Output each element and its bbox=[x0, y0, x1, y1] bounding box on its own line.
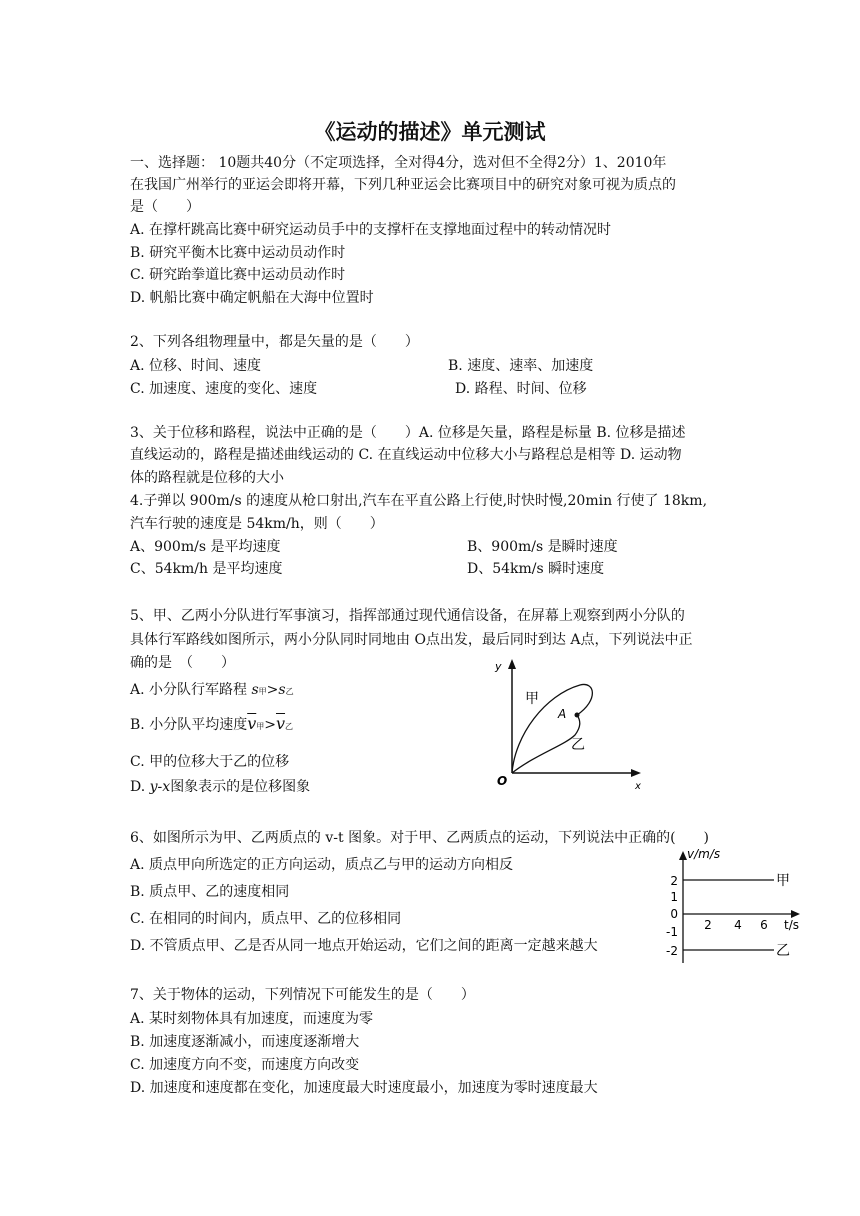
intro-line-3: 是（ ） bbox=[130, 199, 200, 215]
q5-d-text: D. bbox=[130, 779, 150, 795]
q4-option-a: A、900m/s 是平均速度 bbox=[130, 539, 281, 555]
q5-b-sub2: 乙 bbox=[285, 722, 294, 731]
q5-a-sub2: 乙 bbox=[285, 687, 294, 696]
q3-line-3: 体的路程就是位移的大小 bbox=[130, 470, 284, 486]
q6-xtick-6: 6 bbox=[760, 918, 768, 932]
q6-label-jia: 甲 bbox=[776, 873, 790, 889]
q5-a-s1: s bbox=[251, 682, 259, 698]
q6-ytick-neg2: -2 bbox=[666, 944, 678, 958]
q5-option-c: C. 甲的位移大于乙的位移 bbox=[130, 754, 290, 770]
q6-ytick-2: 2 bbox=[670, 874, 678, 888]
q5-option-a bbox=[130, 681, 294, 701]
q5-b-v1: $\overline{v}$ bbox=[247, 714, 257, 733]
q6-label-v: v/m/s bbox=[687, 847, 721, 861]
q6-option-d: D. 不管质点甲、乙是否从同一地点开始运动，它们之间的距离一定越来越大 bbox=[130, 938, 598, 954]
q5-d-var: y-x bbox=[149, 779, 171, 795]
q7-option-d: D. 加速度和速度都在变化，加速度最大时速度最小，加速度为零时速度最大 bbox=[130, 1080, 598, 1096]
q5-label-jia: 甲 bbox=[525, 691, 539, 707]
page-title: 《运动的描述》单元测试 bbox=[314, 120, 546, 144]
q6-v-arrow bbox=[679, 851, 687, 860]
q6-option-b: B. 质点甲、乙的速度相同 bbox=[130, 884, 290, 900]
q6-stem: 6、如图所示为甲、乙两质点的 v-t 图象。对于甲、乙两质点的运动，下列说法中正确的( ) bbox=[130, 830, 709, 846]
q7-option-b: B. 加速度逐渐减小，而速度逐渐增大 bbox=[130, 1034, 360, 1050]
q4-line-2: 汽车行驶的速度是 54km/h，则（ ） bbox=[130, 516, 384, 532]
q3-line-1: 3、关于位移和路程，说法中正确的是（ ）A. 位移是矢量，路程是标量 B. 位移是描述 bbox=[130, 425, 686, 441]
q5-option-b bbox=[130, 715, 293, 736]
q5-y-arrow bbox=[508, 659, 516, 669]
q5-a-sub1: 甲 bbox=[258, 687, 267, 696]
q1-option-b: B. 研究平衡木比赛中运动员动作时 bbox=[130, 245, 346, 261]
q1-option-a: A. 在撑杆跳高比赛中研究运动员手中的支撑杆在支撑地面过程中的转动情况时 bbox=[130, 222, 612, 238]
q5-a-s2: s bbox=[278, 682, 286, 698]
q7-stem: 7、关于物体的运动，下列情况下可能发生的是（ ） bbox=[130, 987, 475, 1003]
q5-path-yi bbox=[512, 715, 580, 773]
q4-option-c: C、54km/h 是平均速度 bbox=[130, 561, 283, 577]
q3-line-2: 直线运动的，路程是描述曲线运动的 C. 在直线运动中位移大小与路程总是相等 D. 运动物 bbox=[130, 447, 682, 463]
q5-a-gt: > bbox=[266, 682, 279, 698]
q5-line-2: 具体行军路线如图所示，两小分队同时同地由 O点出发，最后同时到达 A点，下列说法中正 bbox=[130, 632, 693, 648]
q5-path-figure bbox=[485, 655, 645, 795]
q2-option-d: D. 路程、时间、位移 bbox=[455, 381, 587, 397]
q2-option-c: C. 加速度、速度的变化、速度 bbox=[130, 381, 318, 397]
q5-d-post: 图象表示的是位移图象 bbox=[170, 779, 311, 795]
q4-option-d: D、54km/s 瞬时速度 bbox=[467, 561, 605, 577]
q5-label-yi: 乙 bbox=[571, 737, 585, 753]
q6-t-arrow bbox=[791, 910, 800, 918]
q5-label-x: x bbox=[635, 781, 641, 792]
q5-b-gt: > bbox=[264, 717, 276, 733]
q6-option-a: A. 质点甲向所选定的正方向运动，质点乙与甲的运动方向相反 bbox=[130, 857, 514, 873]
q6-xtick-4: 4 bbox=[734, 918, 742, 932]
q5-point-a-dot bbox=[575, 713, 580, 718]
q2-option-b: B. 速度、速率、加速度 bbox=[448, 358, 594, 374]
q1-option-c: C. 研究跆拳道比赛中运动员动作时 bbox=[130, 267, 346, 283]
q5-line-1: 5、甲、乙两小分队进行军事演习，指挥部通过现代通信设备，在屏幕上观察到两小分队的 bbox=[130, 608, 685, 624]
q5-a-text: A. 小分队行军路程 bbox=[130, 682, 252, 698]
q6-ytick-1: 1 bbox=[670, 890, 678, 904]
q4-line-1: 4.子弹以 900m/s 的速度从枪口射出,汽车在平直公路上行使,时快时慢,20min 行使了 18km, bbox=[130, 493, 708, 509]
q5-x-arrow bbox=[631, 769, 641, 777]
q6-option-c: C. 在相同的时间内，质点甲、乙的位移相同 bbox=[130, 911, 402, 927]
q5-label-origin: O bbox=[497, 774, 508, 788]
q5-line-3: 确的是 （ ） bbox=[130, 655, 235, 671]
q5-b-v2: $\overline{v}$ bbox=[275, 714, 286, 733]
q6-label-t: t/s bbox=[784, 918, 799, 932]
intro-line-2: 在我国广州举行的亚运会即将开幕，下列几种亚运会比赛项目中的研究对象可视为质点的 bbox=[130, 177, 676, 193]
q2-option-a: A. 位移、时间、速度 bbox=[130, 358, 262, 374]
q5-label-a: A bbox=[558, 707, 567, 721]
q5-b-sub1: 甲 bbox=[256, 722, 265, 731]
intro-line-1: 一、选择题： 10题共40分（不定项选择，全对得4分，选对但不全得2分）1、2010年 bbox=[130, 155, 667, 171]
q5-label-y: y bbox=[495, 660, 502, 673]
q1-option-d: D. 帆船比赛中确定帆船在大海中位置时 bbox=[130, 290, 374, 306]
q6-vt-figure bbox=[660, 843, 810, 968]
q5-b-text: B. 小分队平均速度 bbox=[130, 717, 248, 733]
q7-option-a: A. 某时刻物体具有加速度，而速度为零 bbox=[130, 1011, 374, 1027]
q4-option-b: B、900m/s 是瞬时速度 bbox=[467, 539, 618, 555]
q5-option-d bbox=[130, 778, 310, 796]
q2-stem: 2、下列各组物理量中，都是矢量的是（ ） bbox=[130, 334, 419, 350]
q6-xtick-2: 2 bbox=[704, 918, 712, 932]
q6-label-yi: 乙 bbox=[776, 943, 790, 959]
q6-ytick-0: 0 bbox=[670, 907, 678, 921]
q7-option-c: C. 加速度方向不变，而速度方向改变 bbox=[130, 1057, 360, 1073]
q6-ytick-neg1: -1 bbox=[666, 925, 678, 939]
